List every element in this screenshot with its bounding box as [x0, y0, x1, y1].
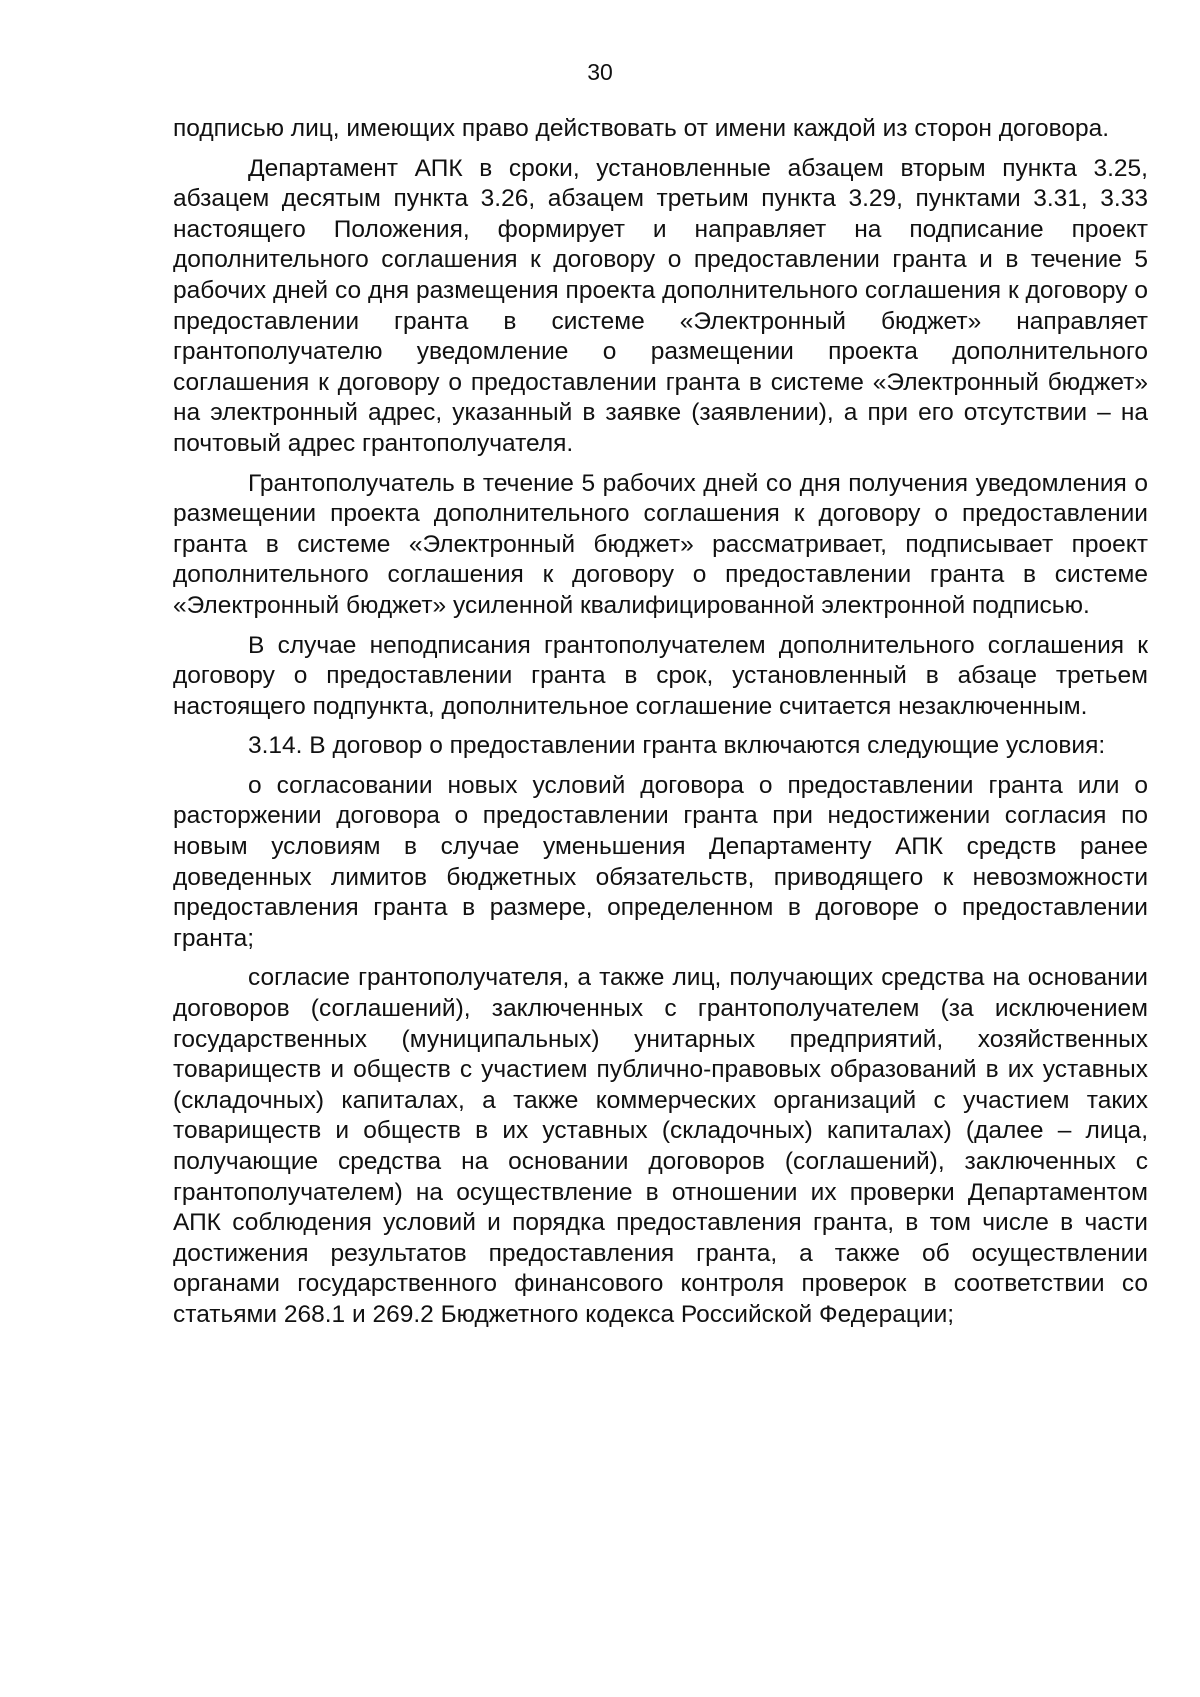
document-body	[173, 114, 1148, 1340]
paragraph-grantee-consent: согласие грантополучателя, а также лиц, получающих средства на основании договоров (соглашений), заключенных с грантополучателем (за исключением государственных (муниципальных) унитарных предприятий, хозяйственных товариществ и обществ с участием публично-правовых образований в их уставных (складочных) капиталах, а также коммерческих организаций с участием таких товариществ и обществ в их уставных (складочных) капиталах) (далее – лица, получающие средства на основании договоров (соглашений), заключенных с грантополучателем) на осуществление в отношении их проверки Департаментом АПК соблюдения условий и порядка предоставления гранта, в том числе в части достижения результатов предоставления гранта, а также об осуществлении органами государственного финансового контроля проверок в соответствии со статьями 268.1 и 269.2 Бюджетного кодекса Российской Федерации;	[173, 964, 1148, 1328]
page-number: 30	[587, 59, 613, 85]
paragraph-continuation: подписью лиц, имеющих право действовать от имени каждой из сторон договора.	[173, 115, 1110, 142]
paragraph-clause-3-14: 3.14. В договор о предоставлении гранта включаются следующие условия:	[248, 732, 1106, 760]
paragraph-department-agreement: Департамент АПК в сроки, установленные абзацем вторым пункта 3.25, абзацем десятым пункта 3.26, абзацем третьим пункта 3.29, пунктами 3.31, 3.33 настоящего Положения, формирует и направляет на подписание проект дополнительного соглашения к договору о предоставлении гранта и в течение 5 рабочих дней со дня размещения проекта дополнительного соглашения к договору о предоставлении гранта в системе «Электронный бюджет» направляет грантополучателю уведомление о размещении проекта дополнительного соглашения к договору о предоставлении гранта в системе «Электронный бюджет» на электронный адрес, указанный в заявке (заявлении), а при его отсутствии – на почтовый адрес грантополучателя.	[173, 154, 1148, 457]
paragraph-new-conditions: о согласовании новых условий договора о предоставлении гранта или о расторжении договора о предоставлении гранта при недостижении согласия по новым условиям в случае уменьшения Департаменту АПК средств ранее доведенных лимитов бюджетных обязательств, приводящего к невозможности предоставления гранта в размере, определенном в договоре о предоставлении гранта;	[173, 771, 1148, 952]
paragraph-grantee-signing: Грантополучатель в течение 5 рабочих дней со дня получения уведомления о размещении проекта дополнительного соглашения к договору о предоставлении гранта в системе «Электронный бюджет» рассматривает, подписывает проект дополнительного соглашения к договору о предоставлении гранта в системе «Электронный бюджет» усиленной квалифицированной электронной подписью.	[173, 469, 1148, 619]
paragraph-unsigned-agreement: В случае неподписания грантополучателем дополнительного соглашения к договору о предоставлении гранта в срок, установленный в абзаце третьем настоящего подпункта, дополнительное соглашение считается незаключенным.	[173, 631, 1148, 720]
